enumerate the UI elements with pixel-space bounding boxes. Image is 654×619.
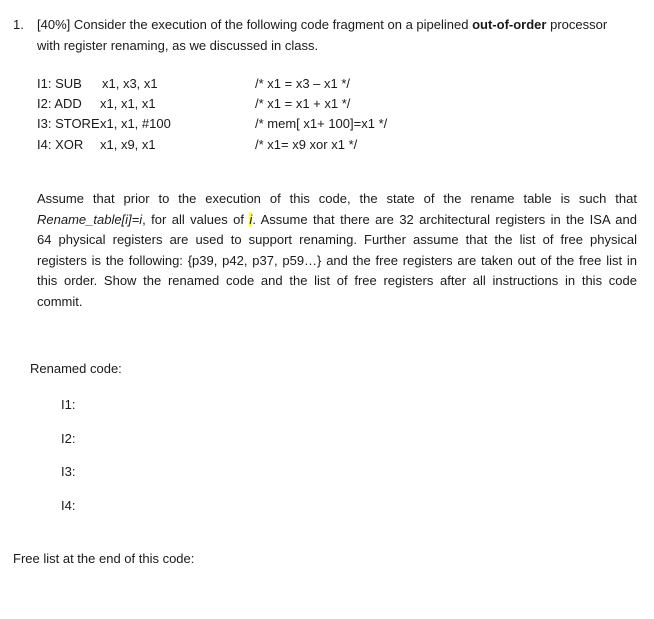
paragraph-line: registers is the following: {p39, p42, p37, p59…} and the free registers are taken out of the free list in <box>37 252 637 268</box>
instruction-comment: /* x1= x9 xor x1 */ <box>255 137 358 152</box>
instruction-comment: /* x1 = x1 + x1 */ <box>255 96 351 111</box>
problem-paragraph <box>37 189 637 312</box>
answer-slot-label: I1: <box>61 397 76 412</box>
question-number: 1. <box>13 17 24 32</box>
question-intro-text-a: Consider the execution of the following code fragment on a pipelined <box>73 17 469 32</box>
answer-slot-label: I4: <box>61 498 76 513</box>
instruction-operands: x1, x9, x1 <box>100 137 156 152</box>
question-weight: [40%] <box>37 17 71 32</box>
paragraph-line: this order. Show the renamed code and the list of free registers after all instructions in this code <box>37 273 637 288</box>
paragraph-line: commit. <box>37 293 83 309</box>
highlighted-variable: i <box>249 211 253 227</box>
paragraph-text: , for all values of <box>142 211 244 227</box>
question-intro-bold: out-of-order <box>472 17 547 32</box>
paragraph-line: Assume that prior to the execution of this code, the state of the rename table is such that <box>37 191 637 206</box>
instruction-operands: x1, x3, x1 <box>102 76 158 91</box>
instruction-operands: x1, x1, #100 <box>100 116 171 131</box>
instruction-comment: /* x1 = x3 – x1 */ <box>255 76 351 91</box>
answer-slot-label: I3: <box>61 464 76 479</box>
answer-slot-label: I2: <box>61 431 76 446</box>
paragraph-text: . Assume that there are 32 architectural registers in the ISA and <box>252 211 637 227</box>
question-intro-text-b: processor <box>550 17 608 32</box>
instruction-label: I3: STORE <box>37 116 100 131</box>
renamed-code-label: Renamed code: <box>30 361 122 376</box>
paragraph-line <box>37 210 637 231</box>
instruction-label: I1: SUB <box>37 76 82 91</box>
question-intro-line2: with register renaming, as we discussed in class. <box>37 38 319 53</box>
paragraph-line: 64 physical registers are used to support renaming. Further assume that the list of free physical <box>37 232 637 247</box>
instruction-label: I2: ADD <box>37 96 82 111</box>
question-intro <box>37 17 607 32</box>
instruction-operands: x1, x1, x1 <box>100 96 156 111</box>
free-list-label: Free list at the end of this code: <box>13 551 195 566</box>
instruction-comment: /* mem[ x1+ 100]=x1 */ <box>255 116 388 131</box>
instruction-label: I4: XOR <box>37 137 84 152</box>
rename-table-expression: Rename_table[i]=i <box>37 211 143 227</box>
